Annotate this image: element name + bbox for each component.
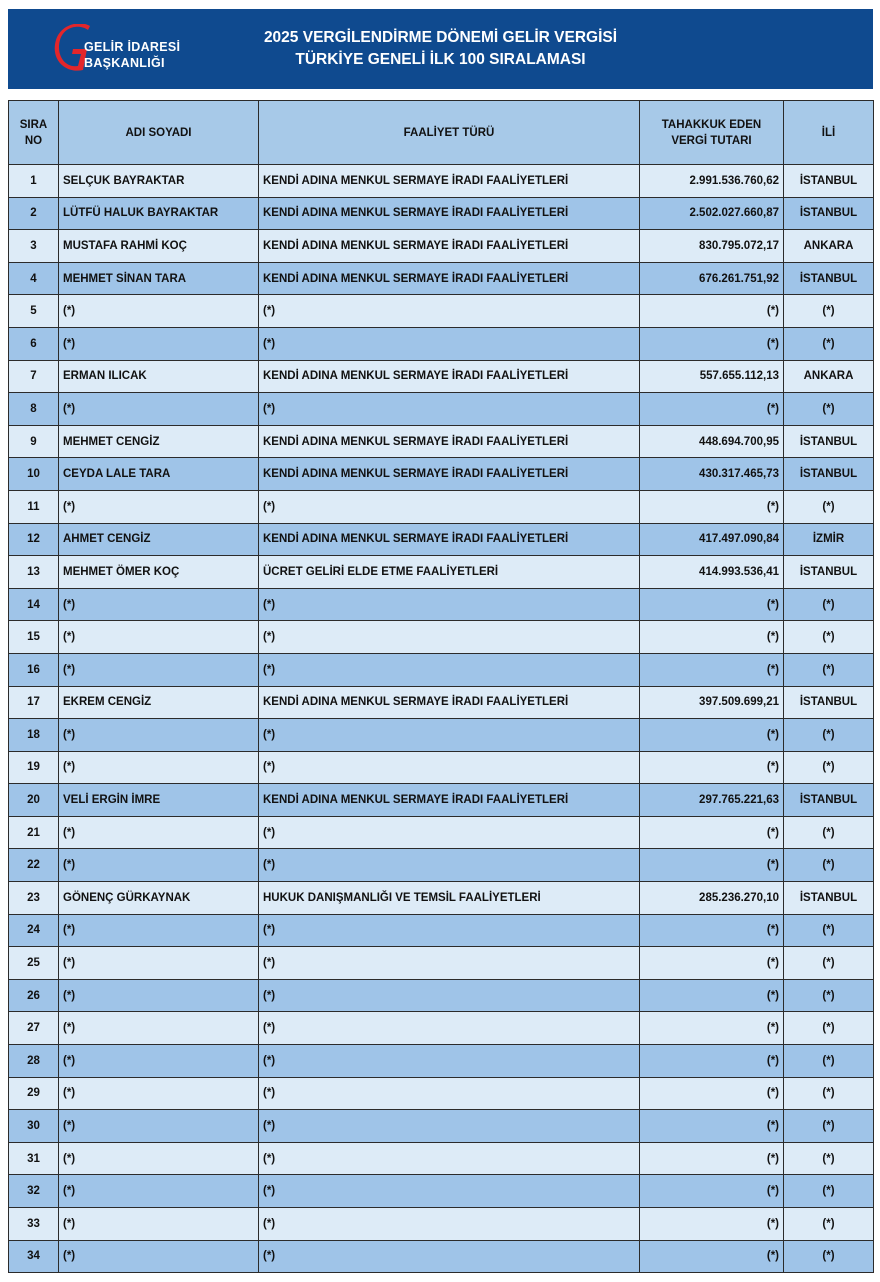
city-cell: İSTANBUL bbox=[784, 262, 874, 295]
rank-cell: 14 bbox=[9, 588, 59, 621]
activity-cell: KENDİ ADINA MENKUL SERMAYE İRADI FAALİYETLERİ bbox=[259, 523, 640, 556]
table-row bbox=[9, 686, 874, 719]
rank-cell: 6 bbox=[9, 327, 59, 360]
amount-cell: (*) bbox=[640, 914, 784, 947]
city-cell: (*) bbox=[784, 1110, 874, 1143]
city-cell: (*) bbox=[784, 393, 874, 426]
amount-cell: (*) bbox=[640, 816, 784, 849]
name-cell: CEYDA LALE TARA bbox=[59, 458, 259, 491]
name-cell: (*) bbox=[59, 393, 259, 426]
rank-cell: 32 bbox=[9, 1175, 59, 1208]
name-cell: (*) bbox=[59, 327, 259, 360]
header-amount-line2: VERGİ TUTARI bbox=[671, 134, 752, 147]
name-cell: (*) bbox=[59, 849, 259, 882]
page-title bbox=[198, 27, 683, 71]
table-row bbox=[9, 197, 874, 230]
name-cell: (*) bbox=[59, 653, 259, 686]
activity-cell: KENDİ ADINA MENKUL SERMAYE İRADI FAALİYETLERİ bbox=[259, 784, 640, 817]
amount-cell: 285.236.270,10 bbox=[640, 882, 784, 915]
activity-cell: (*) bbox=[259, 1175, 640, 1208]
activity-cell: (*) bbox=[259, 979, 640, 1012]
activity-cell: KENDİ ADINA MENKUL SERMAYE İRADI FAALİYETLERİ bbox=[259, 230, 640, 263]
table-row bbox=[9, 425, 874, 458]
header-activity: FAALİYET TÜRÜ bbox=[259, 101, 640, 165]
amount-cell: 2.991.536.760,62 bbox=[640, 165, 784, 198]
rank-cell: 27 bbox=[9, 1012, 59, 1045]
name-cell: (*) bbox=[59, 719, 259, 752]
table-row bbox=[9, 327, 874, 360]
amount-cell: 297.765.221,63 bbox=[640, 784, 784, 817]
header-amount-line1: TAHAKKUK EDEN bbox=[661, 118, 762, 131]
name-cell: GÖNENÇ GÜRKAYNAK bbox=[59, 882, 259, 915]
rank-cell: 26 bbox=[9, 979, 59, 1012]
activity-cell: KENDİ ADINA MENKUL SERMAYE İRADI FAALİYETLERİ bbox=[259, 262, 640, 295]
name-cell: (*) bbox=[59, 979, 259, 1012]
city-cell: (*) bbox=[784, 295, 874, 328]
rank-cell: 16 bbox=[9, 653, 59, 686]
table-row bbox=[9, 1012, 874, 1045]
activity-cell: (*) bbox=[259, 816, 640, 849]
city-cell: (*) bbox=[784, 849, 874, 882]
header-banner bbox=[8, 9, 873, 89]
activity-cell: (*) bbox=[259, 490, 640, 523]
name-cell: (*) bbox=[59, 1208, 259, 1241]
rank-cell: 20 bbox=[9, 784, 59, 817]
title-line-1: 2025 VERGİLENDİRME DÖNEMİ GELİR VERGİSİ bbox=[263, 29, 618, 46]
activity-cell: (*) bbox=[259, 1012, 640, 1045]
header-name: ADI SOYADI bbox=[59, 101, 259, 165]
logo-text-line1: GELİR İDARESİ bbox=[84, 40, 181, 54]
activity-cell: (*) bbox=[259, 327, 640, 360]
name-cell: MUSTAFA RAHMİ KOÇ bbox=[59, 230, 259, 263]
name-cell: MEHMET SİNAN TARA bbox=[59, 262, 259, 295]
name-cell: (*) bbox=[59, 295, 259, 328]
city-cell: İSTANBUL bbox=[784, 882, 874, 915]
name-cell: (*) bbox=[59, 621, 259, 654]
name-cell: (*) bbox=[59, 1045, 259, 1078]
table-row bbox=[9, 262, 874, 295]
name-cell: (*) bbox=[59, 1077, 259, 1110]
city-cell: (*) bbox=[784, 914, 874, 947]
table-row bbox=[9, 1208, 874, 1241]
city-cell: (*) bbox=[784, 621, 874, 654]
activity-cell: KENDİ ADINA MENKUL SERMAYE İRADI FAALİYETLERİ bbox=[259, 197, 640, 230]
activity-cell: HUKUK DANIŞMANLIĞI VE TEMSİL FAALİYETLERİ bbox=[259, 882, 640, 915]
table-row bbox=[9, 1175, 874, 1208]
activity-cell: (*) bbox=[259, 719, 640, 752]
table-row bbox=[9, 882, 874, 915]
rank-cell: 21 bbox=[9, 816, 59, 849]
rank-cell: 5 bbox=[9, 295, 59, 328]
rank-cell: 18 bbox=[9, 719, 59, 752]
name-cell: (*) bbox=[59, 751, 259, 784]
amount-cell: 397.509.699,21 bbox=[640, 686, 784, 719]
name-cell: ERMAN ILICAK bbox=[59, 360, 259, 393]
name-cell: (*) bbox=[59, 490, 259, 523]
rank-cell: 33 bbox=[9, 1208, 59, 1241]
rank-cell: 3 bbox=[9, 230, 59, 263]
rank-cell: 25 bbox=[9, 947, 59, 980]
table-row bbox=[9, 621, 874, 654]
rank-cell: 10 bbox=[9, 458, 59, 491]
amount-cell: (*) bbox=[640, 621, 784, 654]
activity-cell: (*) bbox=[259, 914, 640, 947]
table-row bbox=[9, 947, 874, 980]
amount-cell: (*) bbox=[640, 295, 784, 328]
amount-cell: (*) bbox=[640, 1208, 784, 1241]
rank-cell: 11 bbox=[9, 490, 59, 523]
table-row bbox=[9, 556, 874, 589]
city-cell: (*) bbox=[784, 1175, 874, 1208]
rank-cell: 17 bbox=[9, 686, 59, 719]
name-cell: (*) bbox=[59, 1175, 259, 1208]
name-cell: EKREM CENGİZ bbox=[59, 686, 259, 719]
table-row bbox=[9, 784, 874, 817]
table-body bbox=[9, 165, 874, 1273]
amount-cell: 557.655.112,13 bbox=[640, 360, 784, 393]
table-row bbox=[9, 523, 874, 556]
city-cell: İSTANBUL bbox=[784, 425, 874, 458]
amount-cell: (*) bbox=[640, 1077, 784, 1110]
amount-cell: 430.317.465,73 bbox=[640, 458, 784, 491]
rank-cell: 23 bbox=[9, 882, 59, 915]
city-cell: (*) bbox=[784, 1077, 874, 1110]
city-cell: İSTANBUL bbox=[784, 165, 874, 198]
table-row bbox=[9, 1077, 874, 1110]
rank-cell: 8 bbox=[9, 393, 59, 426]
city-cell: ANKARA bbox=[784, 230, 874, 263]
table-row bbox=[9, 1240, 874, 1273]
rank-cell: 31 bbox=[9, 1142, 59, 1175]
rank-cell: 15 bbox=[9, 621, 59, 654]
amount-cell: (*) bbox=[640, 1175, 784, 1208]
city-cell: (*) bbox=[784, 1045, 874, 1078]
header-rank-line2: NO bbox=[24, 134, 43, 147]
city-cell: (*) bbox=[784, 1208, 874, 1241]
ranking-table bbox=[8, 100, 874, 1273]
amount-cell: (*) bbox=[640, 1110, 784, 1143]
amount-cell: (*) bbox=[640, 849, 784, 882]
city-cell: (*) bbox=[784, 653, 874, 686]
logo-text-line2: BAŞKANLIĞI bbox=[84, 56, 165, 70]
city-cell: ANKARA bbox=[784, 360, 874, 393]
name-cell: (*) bbox=[59, 1012, 259, 1045]
amount-cell: 417.497.090,84 bbox=[640, 523, 784, 556]
amount-cell: (*) bbox=[640, 719, 784, 752]
amount-cell: (*) bbox=[640, 588, 784, 621]
amount-cell: 676.261.751,92 bbox=[640, 262, 784, 295]
rank-cell: 9 bbox=[9, 425, 59, 458]
activity-cell: (*) bbox=[259, 653, 640, 686]
city-cell: (*) bbox=[784, 588, 874, 621]
rank-cell: 12 bbox=[9, 523, 59, 556]
city-cell: (*) bbox=[784, 1012, 874, 1045]
city-cell: (*) bbox=[784, 947, 874, 980]
city-cell: İSTANBUL bbox=[784, 556, 874, 589]
activity-cell: KENDİ ADINA MENKUL SERMAYE İRADI FAALİYETLERİ bbox=[259, 165, 640, 198]
amount-cell: (*) bbox=[640, 490, 784, 523]
name-cell: (*) bbox=[59, 588, 259, 621]
city-cell: (*) bbox=[784, 1240, 874, 1273]
table-row bbox=[9, 165, 874, 198]
activity-cell: KENDİ ADINA MENKUL SERMAYE İRADI FAALİYETLERİ bbox=[259, 425, 640, 458]
name-cell: LÜTFÜ HALUK BAYRAKTAR bbox=[59, 197, 259, 230]
table-row bbox=[9, 1142, 874, 1175]
name-cell: SELÇUK BAYRAKTAR bbox=[59, 165, 259, 198]
rank-cell: 1 bbox=[9, 165, 59, 198]
rank-cell: 13 bbox=[9, 556, 59, 589]
table-row bbox=[9, 914, 874, 947]
activity-cell: (*) bbox=[259, 849, 640, 882]
table-header-row bbox=[9, 101, 874, 165]
activity-cell: (*) bbox=[259, 1045, 640, 1078]
amount-cell: 2.502.027.660,87 bbox=[640, 197, 784, 230]
table-row bbox=[9, 1045, 874, 1078]
city-cell: İSTANBUL bbox=[784, 197, 874, 230]
amount-cell: 830.795.072,17 bbox=[640, 230, 784, 263]
amount-cell: 448.694.700,95 bbox=[640, 425, 784, 458]
amount-cell: (*) bbox=[640, 1045, 784, 1078]
name-cell: VELİ ERGİN İMRE bbox=[59, 784, 259, 817]
name-cell: (*) bbox=[59, 947, 259, 980]
amount-cell: (*) bbox=[640, 393, 784, 426]
city-cell: (*) bbox=[784, 719, 874, 752]
activity-cell: (*) bbox=[259, 393, 640, 426]
name-cell: AHMET CENGİZ bbox=[59, 523, 259, 556]
table-row bbox=[9, 230, 874, 263]
city-cell: (*) bbox=[784, 327, 874, 360]
amount-cell: (*) bbox=[640, 1142, 784, 1175]
name-cell: (*) bbox=[59, 816, 259, 849]
amount-cell: (*) bbox=[640, 751, 784, 784]
rank-cell: 28 bbox=[9, 1045, 59, 1078]
table-row bbox=[9, 979, 874, 1012]
table-row bbox=[9, 751, 874, 784]
amount-cell: (*) bbox=[640, 979, 784, 1012]
activity-cell: (*) bbox=[259, 1240, 640, 1273]
activity-cell: KENDİ ADINA MENKUL SERMAYE İRADI FAALİYETLERİ bbox=[259, 360, 640, 393]
table-row bbox=[9, 490, 874, 523]
amount-cell: (*) bbox=[640, 327, 784, 360]
activity-cell: (*) bbox=[259, 751, 640, 784]
table-row bbox=[9, 295, 874, 328]
name-cell: (*) bbox=[59, 914, 259, 947]
amount-cell: (*) bbox=[640, 1012, 784, 1045]
table-row bbox=[9, 458, 874, 491]
header-rank-line1: SIRA bbox=[19, 118, 48, 131]
activity-cell: (*) bbox=[259, 295, 640, 328]
activity-cell: (*) bbox=[259, 1110, 640, 1143]
city-cell: İZMİR bbox=[784, 523, 874, 556]
amount-cell: (*) bbox=[640, 653, 784, 686]
city-cell: (*) bbox=[784, 816, 874, 849]
table-row bbox=[9, 588, 874, 621]
name-cell: (*) bbox=[59, 1110, 259, 1143]
table-row bbox=[9, 719, 874, 752]
rank-cell: 34 bbox=[9, 1240, 59, 1273]
rank-cell: 24 bbox=[9, 914, 59, 947]
rank-cell: 2 bbox=[9, 197, 59, 230]
activity-cell: (*) bbox=[259, 588, 640, 621]
table-row bbox=[9, 849, 874, 882]
city-cell: İSTANBUL bbox=[784, 686, 874, 719]
city-cell: İSTANBUL bbox=[784, 784, 874, 817]
activity-cell: KENDİ ADINA MENKUL SERMAYE İRADI FAALİYETLERİ bbox=[259, 686, 640, 719]
activity-cell: KENDİ ADINA MENKUL SERMAYE İRADI FAALİYETLERİ bbox=[259, 458, 640, 491]
header-amount bbox=[640, 101, 784, 165]
table-row bbox=[9, 1110, 874, 1143]
logo bbox=[54, 24, 204, 80]
activity-cell: ÜCRET GELİRİ ELDE ETME FAALİYETLERİ bbox=[259, 556, 640, 589]
amount-cell: 414.993.536,41 bbox=[640, 556, 784, 589]
header-rank bbox=[9, 101, 59, 165]
table-row bbox=[9, 360, 874, 393]
table-row bbox=[9, 653, 874, 686]
rank-cell: 30 bbox=[9, 1110, 59, 1143]
header-city: İLİ bbox=[784, 101, 874, 165]
city-cell: (*) bbox=[784, 979, 874, 1012]
rank-cell: 22 bbox=[9, 849, 59, 882]
amount-cell: (*) bbox=[640, 947, 784, 980]
table-row bbox=[9, 393, 874, 426]
name-cell: (*) bbox=[59, 1142, 259, 1175]
title-line-2: TÜRKİYE GENELİ İLK 100 SIRALAMASI bbox=[295, 51, 586, 68]
city-cell: İSTANBUL bbox=[784, 458, 874, 491]
city-cell: (*) bbox=[784, 490, 874, 523]
city-cell: (*) bbox=[784, 751, 874, 784]
activity-cell: (*) bbox=[259, 1142, 640, 1175]
activity-cell: (*) bbox=[259, 1077, 640, 1110]
name-cell: MEHMET CENGİZ bbox=[59, 425, 259, 458]
activity-cell: (*) bbox=[259, 1208, 640, 1241]
city-cell: (*) bbox=[784, 1142, 874, 1175]
rank-cell: 29 bbox=[9, 1077, 59, 1110]
name-cell: (*) bbox=[59, 1240, 259, 1273]
activity-cell: (*) bbox=[259, 947, 640, 980]
amount-cell: (*) bbox=[640, 1240, 784, 1273]
table-row bbox=[9, 816, 874, 849]
activity-cell: (*) bbox=[259, 621, 640, 654]
rank-cell: 4 bbox=[9, 262, 59, 295]
rank-cell: 7 bbox=[9, 360, 59, 393]
rank-cell: 19 bbox=[9, 751, 59, 784]
name-cell: MEHMET ÖMER KOÇ bbox=[59, 556, 259, 589]
